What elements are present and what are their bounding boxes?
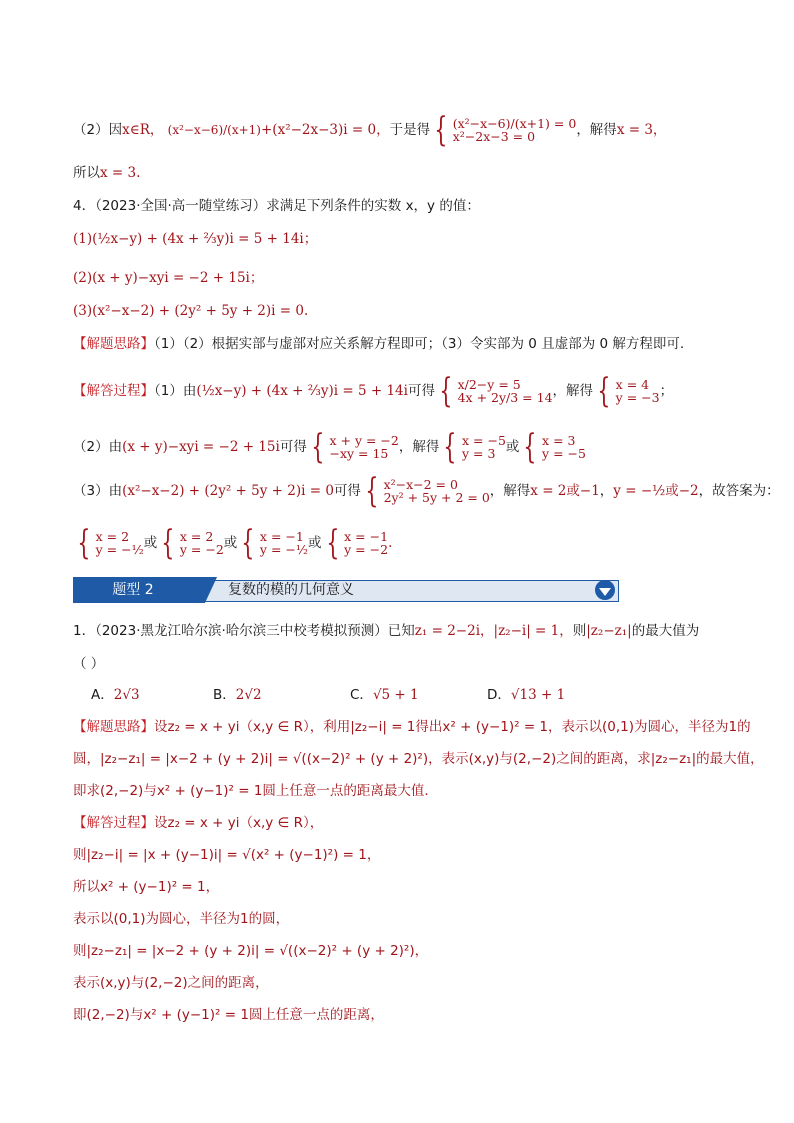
problem-4-part-1: (1)(½x−y) + (4x + ⅔y)i = 5 + 14i； [73, 231, 318, 247]
solution-system: { x = −5 y = 3 [443, 427, 506, 467]
option-c[interactable]: C．√5 + 1 [350, 687, 419, 703]
solution-line-4: 表示以(0,1)为圆心，半径为1的圆， [73, 911, 290, 927]
section-label: 题型 2 [73, 577, 193, 603]
problem-4-solution-2: （2）由(x + y)−xyi = −2 + 15i可得 { x + y = −2 −xy = 15 ，解得 { x = −5 y = 3 或 { x = 3 y = −5 [73, 427, 586, 467]
analysis-line-3: 即求(2,−2)与x² + (y−1)² = 1圆上任意一点的距离最大值. [73, 783, 429, 799]
problem-4-analysis: 【解题思路】（1）（2）根据实部与虚部对应关系解方程即可；（3）令实部为 0 且虚部为 0 解方程即可. [73, 336, 685, 352]
solution-system: { x = 3 y = −5 [523, 427, 586, 467]
option-d[interactable]: D．√13 + 1 [487, 687, 566, 703]
step-2-line: （2）因x∈R， (x²−x−6)/(x+1)+(x²−2x−3)i = 0，于是得 { (x²−x−6)/(x+1) = 0 x²−2x−3 = 0 ，解得x = 3， [73, 110, 667, 150]
problem-4-answers: { x = 2 y = −½ 或 { x = 2 y = −2 或 { x = −1 y = −½ 或 { x = −1 y = −2 . [77, 523, 393, 563]
solution-line-3: 所以x² + (y−1)² = 1， [73, 879, 220, 895]
options-row [91, 685, 565, 705]
problem-4-part-2: (2)(x + y)−xyi = −2 + 15i； [73, 270, 264, 286]
answer-paren: （ ） [73, 656, 105, 672]
option-a[interactable]: A．2√3 [91, 687, 140, 703]
conclusion-line: 所以x = 3. [73, 165, 141, 181]
solution-system: { x = 4 y = −3 [597, 371, 660, 411]
section-title: 复数的模的几何意义 [228, 582, 354, 598]
question-1-stem: 1．（2023·黑龙江哈尔滨·哈尔滨三中校考模拟预测）已知z₁ = 2−2i，|z₂−i| = 1，则|z₂−z₁|的最大值为 [73, 623, 700, 639]
solution-line-1: 【解答过程】设z₂ = x + yi（x,y ∈ R）， [73, 815, 324, 831]
option-b[interactable]: B．2√2 [213, 687, 262, 703]
problem-4-stem: 4．（2023·全国·高一随堂练习）求满足下列条件的实数 x，y 的值： [73, 198, 480, 214]
equation-system: { x²−x−2 = 0 2y² + 5y + 2 = 0 [365, 471, 490, 511]
analysis-line-2: 圆，|z₂−z₁| = |x−2 + (y + 2)i| = √((x−2)² + (y + 2)²)，表示(x,y)与(2,−2)之间的距离，求|z₂−z₁|的最大值， [73, 751, 764, 767]
solution-line-7: 即(2,−2)与x² + (y−1)² = 1圆上任意一点的距离， [73, 1007, 384, 1023]
solution-line-6: 表示(x,y)与(2,−2)之间的距离， [73, 975, 269, 991]
problem-4-solution-1: 【解答过程】（1）由(½x−y) + (4x + ⅔y)i = 5 + 14i可得 { x/2−y = 5 4x + 2y/3 = 14 ，解得 { x = 4 y = −3 ； [73, 371, 674, 411]
problem-4-part-3: (3)(x²−x−2) + (2y² + 5y + 2)i = 0. [73, 303, 309, 319]
chevron-down-circle-icon[interactable] [595, 580, 615, 600]
analysis-line-1: 【解题思路】设z₂ = x + yi（x,y ∈ R），利用|z₂−i| = 1得出x² + (y−1)² = 1，表示以(0,1)为圆心，半径为1的 [73, 719, 751, 735]
equation-system: { (x²−x−6)/(x+1) = 0 x²−2x−3 = 0 [434, 110, 577, 150]
equation-system: { x/2−y = 5 4x + 2y/3 = 14 [439, 371, 553, 411]
section-banner [73, 577, 619, 603]
problem-4-solution-3: （3）由(x²−x−2) + (2y² + 5y + 2)i = 0可得 { x²−x−2 = 0 2y² + 5y + 2 = 0 ，解得x = 2或−1，y = −½或−2，故答案为： [73, 471, 780, 511]
solution-line-2: 则|z₂−i| = |x + (y−1)i| = √(x² + (y−1)²) = 1， [73, 847, 381, 863]
equation-system: { x + y = −2 −xy = 15 [311, 427, 399, 467]
solution-line-5: 则|z₂−z₁| = |x−2 + (y + 2)i| = √((x−2)² + (y + 2)²)， [73, 943, 429, 959]
